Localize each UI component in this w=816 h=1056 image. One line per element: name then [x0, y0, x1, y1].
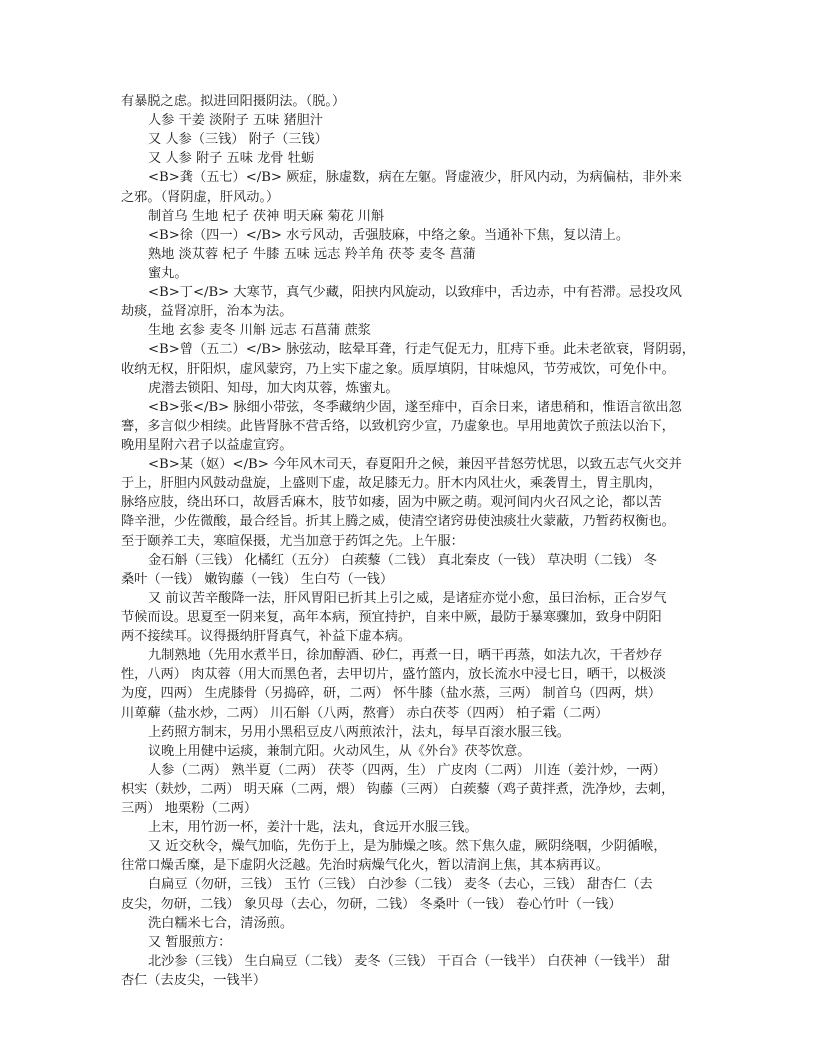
text-line: 生地 玄参 麦冬 川斛 远志 石菖蒲 蔗浆 [148, 323, 371, 339]
prescription-2 [121, 130, 697, 149]
text-line: 节候而设。思夏至一阴来复，高年本病，预宜持护，自来中厥，最防于暴寒骤加，致身中阴阳 [121, 609, 662, 625]
prescription-zeng [121, 379, 697, 398]
text-line: 劫痰，益肾凉肝，治本为法。 [121, 304, 293, 320]
case-mou [121, 455, 697, 551]
prescription-mou-pill [121, 646, 697, 722]
prescription-xu [121, 245, 697, 264]
text-line: 又 前议苦辛酸降一法，肝风胃阳已折其上引之威，是诸症亦觉小愈，虽曰治标，正合岁气 [148, 590, 667, 606]
text-line: 至于颐养工夫，寒暄保摄，尤当加意于药饵之先。上午服： [121, 533, 464, 549]
text-line: 皮尖，勿研，二钱） 象贝母（去心，勿研，二钱） 冬桑叶（一钱） 卷心竹叶（一钱） [121, 896, 622, 912]
prescription-gong [121, 207, 697, 226]
case-zeng [121, 340, 697, 378]
prescription-xu-form [121, 264, 697, 283]
text-line: 收纳无权，肝阳炽，虚风蒙窍，乃上实下虚之象。质厚填阴，甘味熄风，节劳戒饮，可免仆中。 [121, 361, 675, 377]
text-line: 两不接续耳。议得摄纳肝肾真气，补益下虚本病。 [121, 629, 412, 645]
text-line: 又 暂服煎方： [148, 934, 232, 950]
text-line: 川萆薢（盐水炒，二两） 川石斛（八两，熬膏） 赤白茯苓（四两） 柏子霜（二两） [121, 705, 609, 721]
case-zhang [121, 398, 697, 455]
instruction-evening-pill [121, 818, 697, 837]
instruction-evening [121, 742, 697, 761]
text-line: 白扁豆（勿研，三钱） 玉竹（三钱） 白沙参（二钱） 麦冬（去心，三钱） 甜杏仁（去 [148, 877, 653, 893]
instruction-decoction [121, 914, 697, 933]
text-line: 于上，肝胆内风鼓动盘旋，上盛则下虚，故足膝无力。肝木内风壮火，乘袭胃土，胃主肌肉， [121, 476, 662, 492]
case-ding [121, 283, 697, 321]
prescription-ding [121, 321, 697, 340]
text-line: 降辛泄，少佐微酸，最合经旨。折其上腾之威，使清空诸窍毋使浊痰壮火蒙蔽，乃暂药权衡也。 [121, 514, 675, 530]
text-line: 晚用星附六君子以益虚宣窍。 [121, 437, 293, 453]
case-gong [121, 168, 697, 206]
text-line: 性，八两） 肉苁蓉（用大而黑色者，去甲切片，盛竹篮内，放长流水中浸七日，晒干，以极淡 [121, 667, 666, 683]
text-line: 虎潜去锁阳、知母，加大肉苁蓉，炼蜜丸。 [148, 380, 399, 396]
followup-mou-3 [121, 933, 697, 952]
case-xu [121, 226, 697, 245]
text-line: 上末，用竹沥一杯，姜汁十匙，法丸，食远开水服三钱。 [148, 820, 478, 836]
prescription-3 [121, 149, 697, 168]
para-continuation-tuo [121, 92, 697, 111]
text-line: 人参（二两） 熟半夏（二两） 茯苓（四两，生） 广皮肉（二两） 川连（姜汁炒，一两） [148, 762, 666, 778]
text-line: <B>丁</B> 大寒节，真气少藏，阳挟内风旋动，以致痱中，舌边赤，中有苔滞。忌投攻风 [148, 285, 682, 301]
text-line: 杏仁（去皮尖，一钱半） [121, 973, 267, 989]
text-line: 之邪。（肾阴虚，肝风动。） [121, 189, 280, 205]
followup-mou-2 [121, 837, 697, 875]
text-line: 三两） 地栗粉（二两） [121, 801, 258, 817]
text-line: 金石斛（三钱） 化橘红（五分） 白蒺藜（二钱） 真北秦皮（一钱） 草决明（二钱） 冬 [148, 552, 657, 568]
document-page [121, 92, 697, 990]
text-line: 北沙参（三钱） 生白扁豆（二钱） 麦冬（三钱） 干百合（一钱半） 白茯神（一钱半） 甜 [148, 953, 671, 969]
text-line: 桑叶（一钱） 嫩钩藤（一钱） 生白芍（一钱） [121, 571, 394, 587]
text-line: <B>曾（五二）</B> 脉弦动，眩晕耳聋，行走气促无力，肛痔下垂。此未老欲衰，肾阴弱， [148, 342, 695, 358]
text-line: 脉络应肢，绕出环口，故唇舌麻木，肢节如痿，固为中厥之萌。观河间内火召风之论，都以苦 [121, 495, 662, 511]
text-line: 謇，多言似少相续。此皆肾脉不营舌络，以致机窍少宣，乃虚象也。早用地黄饮子煎法以治下， [121, 418, 675, 434]
prescription-mou-morning [121, 551, 697, 589]
prescription-mou-autumn [121, 875, 697, 913]
text-line: 人参 干姜 淡附子 五味 猪胆汁 [148, 113, 324, 129]
prescription-mou-temp [121, 952, 697, 990]
text-line: <B>龚（五七）</B> 厥症，脉虚数，病在左躯。肾虚液少，肝风内动，为病偏枯，非外来 [148, 170, 682, 186]
text-line: 蜜丸。 [148, 265, 188, 281]
text-line: 上药照方制末，另用小黑稆豆皮八两煎浓汁，法丸，每早百滚水服三钱。 [148, 724, 570, 740]
instruction-pill [121, 723, 697, 742]
text-line: 又 近交秋令，燥气加临，先伤于上，是为肺燥之咳。然下焦久虚，厥阴绕咽，少阴循喉， [148, 839, 667, 855]
text-line: 为度，四两） 生虎膝骨（另捣碎，研，二两） 怀牛膝（盐水蒸，三两） 制首乌（四两，烘） [121, 686, 662, 702]
text-line: 洗白糯米七合，清汤煎。 [148, 915, 294, 931]
text-line: 有暴脱之虑。拟进回阳摄阴法。（脱。） [121, 94, 346, 109]
followup-mou-1 [121, 589, 697, 646]
text-line: 议晚上用健中运痰，兼制亢阳。火动风生，从《外台》茯苓饮意。 [148, 743, 531, 759]
text-line: <B>张</B> 脉细小带弦，冬季藏纳少固，遂至痱中，百余日来，诸患稍和，惟语言欲出忽 [148, 399, 682, 415]
text-line: <B>某（妪）</B> 今年风木司天，春夏阳升之候，兼因平昔怒劳忧思，以致五志气火交并 [148, 457, 682, 473]
text-line: 往常口燥舌糜，是下虚阴火泛越。先治时病燥气化火，暂以清润上焦，其本病再议。 [121, 858, 609, 874]
text-line: <B>徐（四一）</B> 水亏风动，舌强肢麻，中络之象。当通补下焦，复以清上。 [148, 227, 630, 243]
text-line: 九制熟地（先用水煮半日，徐加醇酒、砂仁，再煮一日，晒干再蒸，如法九次，干者炒存 [148, 648, 663, 664]
text-line: 熟地 淡苁蓉 杞子 牛膝 五味 远志 羚羊角 茯苓 麦冬 菖蒲 [148, 246, 476, 262]
text-line: 又 人参（三钱） 附子（三钱） [148, 132, 328, 148]
text-line: 又 人参 附子 五味 龙骨 牡蛎 [148, 151, 315, 167]
text-line: 枳实（麸炒，二两） 明天麻（二两，煨） 钩藤（三两） 白蒺藜（鸡子黄拌煮，洗净炒，去刺， [121, 781, 675, 797]
prescription-1 [121, 111, 697, 130]
prescription-mou-evening [121, 761, 697, 818]
text-line: 制首乌 生地 杞子 茯神 明天麻 菊花 川斛 [148, 208, 385, 224]
